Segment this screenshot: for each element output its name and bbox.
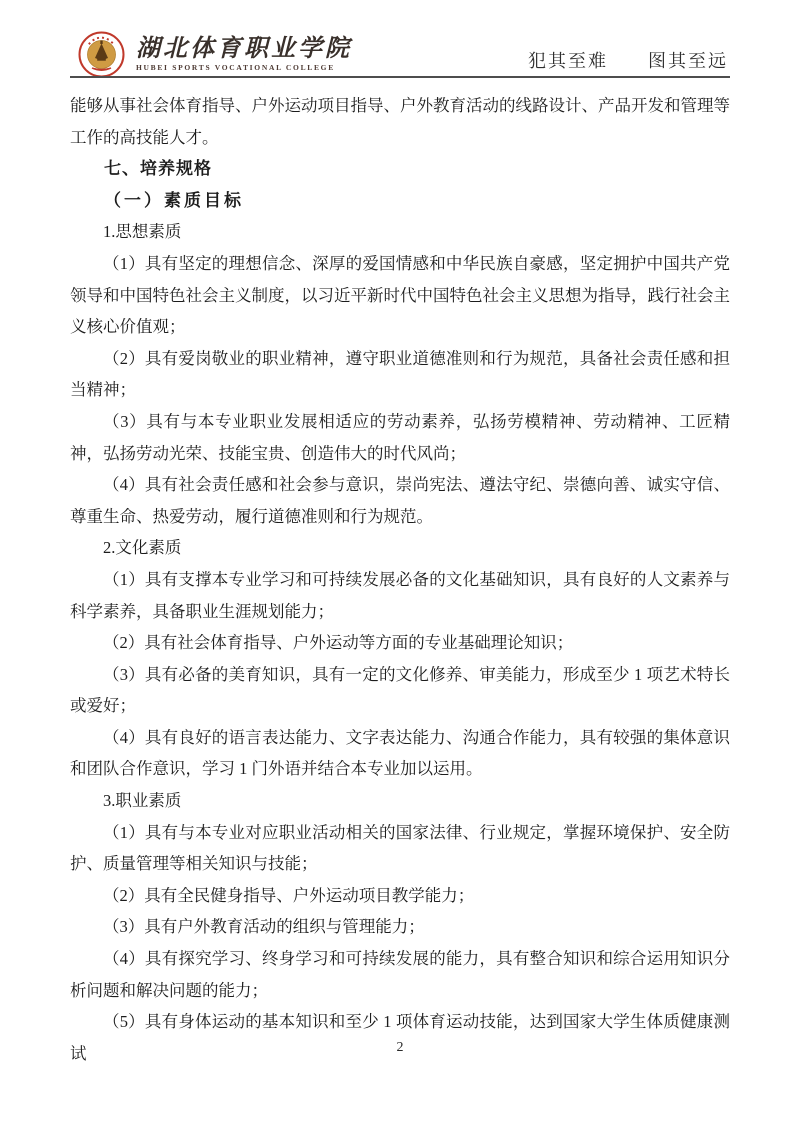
document-body — [70, 90, 730, 1069]
page-number: 2 — [396, 1040, 404, 1055]
paragraph-8: 2.文化素质 — [103, 538, 182, 558]
paragraph-0: 能够从事社会体育指导、户外运动项目指导、户外教育活动的线路设计、产品开发和管理等工作的高技能人才。 — [70, 96, 730, 147]
paragraph-1: 七、培养规格 — [104, 159, 212, 179]
college-logotype — [136, 35, 352, 72]
paragraph-2: （一）素质目标 — [104, 190, 244, 210]
paragraph-3: 1.思想素质 — [103, 222, 182, 242]
paragraph-12: （4）具有良好的语言表达能力、文字表达能力、沟通合作能力，具有较强的集体意识和团队合作意识，学习 1 门外语并结合本专业加以运用。 — [70, 727, 730, 779]
college-emblem-icon — [78, 31, 125, 78]
paragraph-9: （1）具有支撑本专业学习和可持续发展必备的文化基础知识，具有良好的人文素养与科学素养，具备职业生涯规划能力； — [70, 569, 730, 621]
paragraph-5: （2）具有爱岗敬业的职业精神，遵守职业道德准则和行为规范，具备社会责任感和担当精神； — [70, 348, 730, 400]
paragraph-6: （3）具有与本专业职业发展相适应的劳动素养，弘扬劳模精神、劳动精神、工匠精神，弘扬劳动光荣、技能宝贵、创造伟大的时代风尚； — [70, 411, 730, 463]
paragraph-7: （4）具有社会责任感和社会参与意识，崇尚宪法、遵法守纪、崇德向善、诚实守信、尊重生命、热爱劳动，履行道德准则和行为规范。 — [70, 475, 730, 526]
paragraph-18: （5）具有身体运动的基本知识和至少 1 项体育运动技能，达到国家大学生体质健康测试 — [70, 1012, 730, 1063]
paragraph-15: （2）具有全民健身指导、户外运动项目教学能力； — [103, 885, 475, 905]
paragraph-11: （3）具有必备的美育知识，具有一定的文化修养、审美能力，形成至少 1 项艺术特长或爱好； — [70, 664, 730, 716]
paragraph-10: （2）具有社会体育指导、户外运动等方面的专业基础理论知识； — [103, 633, 574, 653]
college-name-en: HUBEI SPORTS VOCATIONAL COLLEGE — [136, 63, 335, 73]
page-header — [0, 0, 800, 80]
college-name-cn: 湖北体育职业学院 — [136, 33, 352, 62]
paragraph-16: （3）具有户外教育活动的组织与管理能力； — [103, 917, 425, 937]
header-divider — [70, 76, 730, 78]
college-motto: 犯其至难 图其至远 — [528, 51, 728, 71]
paragraph-13: 3.职业素质 — [103, 791, 182, 811]
paragraph-14: （1）具有与本专业对应职业活动相关的国家法律、行业规定，掌握环境保护、安全防护、质量管理等相关知识与技能； — [70, 822, 730, 874]
paragraph-4: （1）具有坚定的理想信念、深厚的爱国情感和中华民族自豪感，坚定拥护中国共产党领导和中国特色社会主义制度，以习近平新时代中国特色社会主义思想为指导，践行社会主义核心价值观； — [70, 253, 730, 337]
paragraph-17: （4）具有探究学习、终身学习和可持续发展的能力，具有整合知识和综合运用知识分析问题和解决问题的能力； — [70, 949, 730, 1000]
